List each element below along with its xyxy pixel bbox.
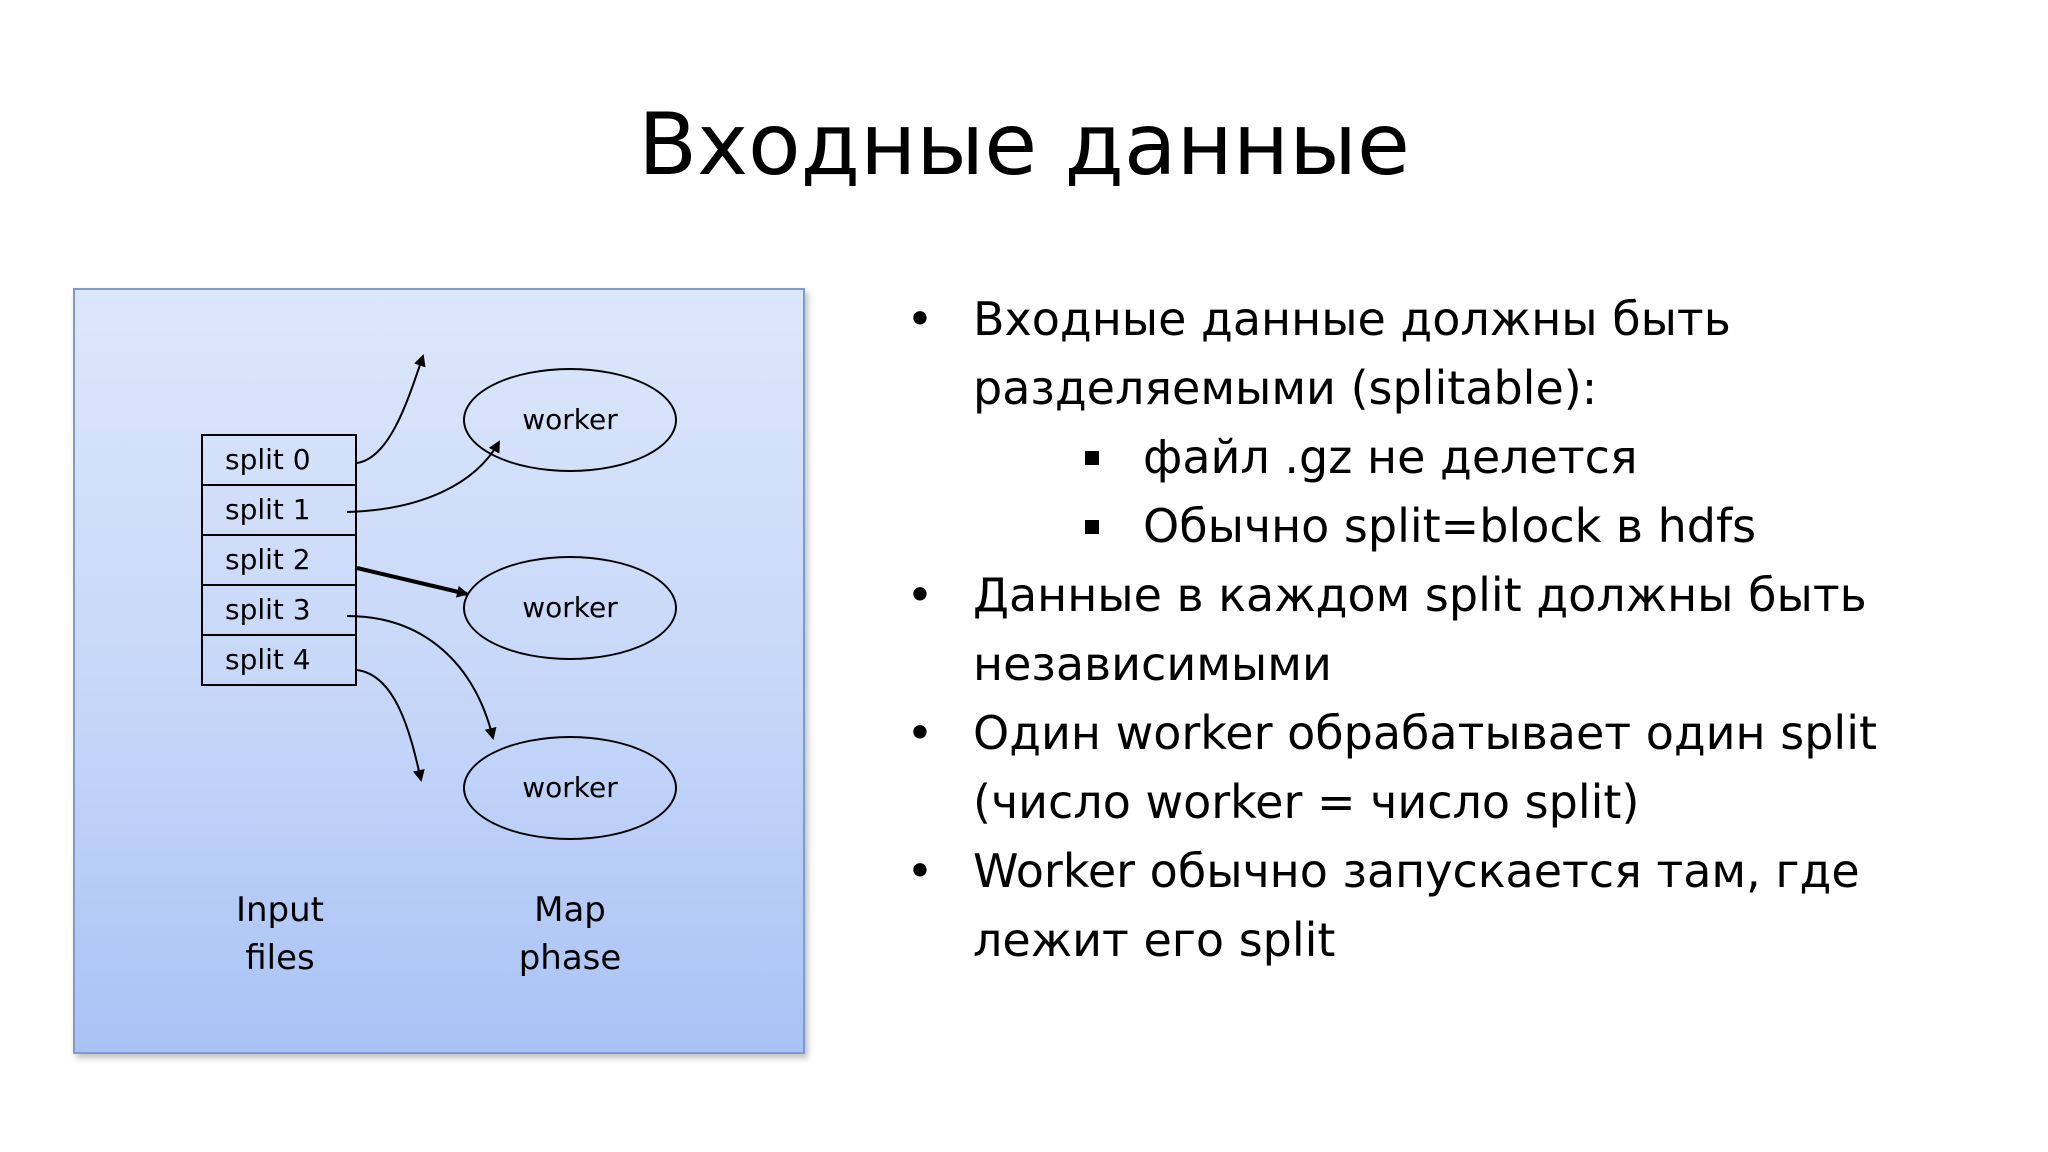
slide-title: Входные данные — [638, 95, 1410, 195]
arrow-split3-worker3 — [347, 616, 493, 738]
bullet-line: Один worker обрабатывает один split — [973, 706, 1878, 760]
split-cell: split 1 — [201, 484, 357, 536]
square-bullet-icon — [1085, 451, 1099, 465]
arrow-split2-worker2 — [357, 568, 467, 594]
bullet-line: Данные в каждом split должны быть — [973, 568, 1867, 622]
bullet-dot: • — [906, 706, 934, 760]
split-cell: split 4 — [201, 634, 357, 686]
bullet-line: лежит его split — [973, 913, 1336, 967]
bullet-item — [905, 837, 2005, 975]
sub-bullet-list — [973, 423, 2005, 561]
bullet-item — [905, 699, 2005, 837]
split-cell: split 3 — [201, 584, 357, 636]
split-cell: split 0 — [201, 434, 357, 486]
bullet-line: Worker обычно запускается там, где — [973, 844, 1860, 898]
bullet-dot: • — [906, 292, 934, 346]
bullet-dot: • — [906, 844, 934, 898]
square-bullet-icon — [1085, 520, 1099, 534]
bullet-list — [905, 285, 2005, 975]
arrow-split0-up — [357, 356, 423, 463]
worker-node: worker — [463, 368, 677, 472]
sub-bullet-item — [973, 492, 2005, 561]
bullet-item — [905, 285, 2005, 561]
bullet-line: Входные данные должны быть — [973, 292, 1731, 346]
arrow-split4-down — [357, 670, 421, 780]
split-cell: split 2 — [201, 534, 357, 586]
sub-bullet-item — [973, 423, 2005, 492]
sub-bullet-text: файл .gz не делется — [1143, 430, 1638, 484]
bullet-line: разделяемыми (splitable): — [973, 361, 1598, 415]
caption-input-files: Input files — [235, 890, 325, 978]
caption-map-phase: Map phase — [518, 890, 622, 978]
worker-node: worker — [463, 556, 677, 660]
mapreduce-input-diagram — [73, 288, 805, 1054]
worker-node: worker — [463, 736, 677, 840]
bullet-item — [905, 561, 2005, 699]
bullet-dot: • — [906, 568, 934, 622]
arrow-split1-worker1 — [347, 442, 499, 512]
bullet-line: (число worker = число split) — [973, 775, 1640, 829]
bullet-line: независимыми — [973, 637, 1332, 691]
sub-bullet-text: Обычно split=block в hdfs — [1143, 499, 1757, 553]
